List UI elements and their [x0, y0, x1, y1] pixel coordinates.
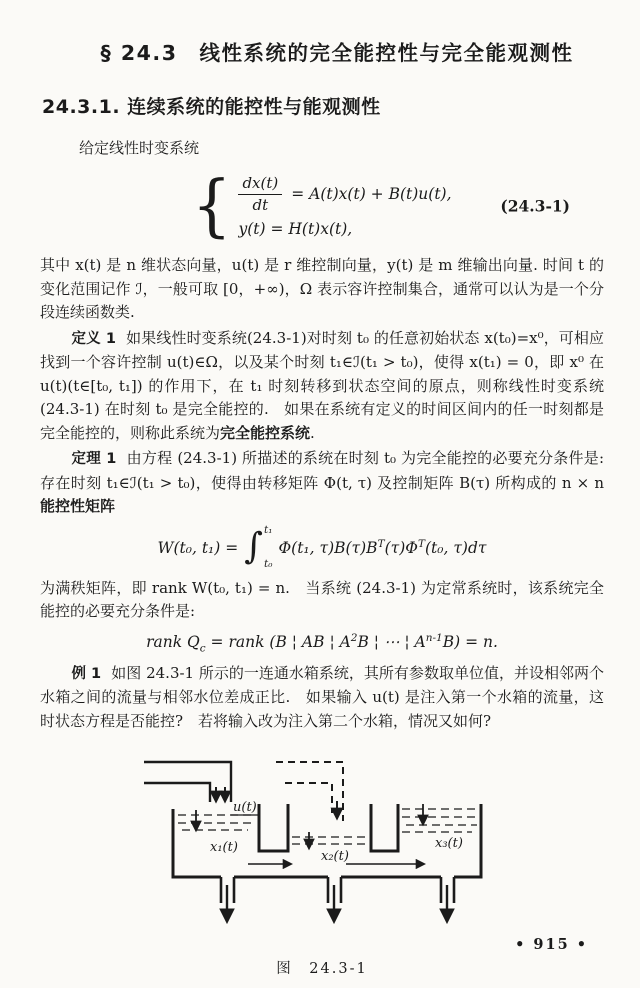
dashed-inflow-pipe	[276, 762, 343, 821]
fraction-denominator: dt	[252, 196, 269, 214]
gramian-lhs: W(t₀, t₁) =	[157, 538, 239, 557]
definition-1-label: 定义 1	[71, 330, 116, 347]
qc-subscript: c	[199, 641, 206, 654]
state-equation-rhs: = A(t)x(t) + B(t)u(t),	[291, 185, 452, 203]
integrand-part-1: Φ(t₁, τ)B(τ)B	[278, 539, 378, 558]
rank-mid-1: = rank (B ¦ AB ¦ A	[205, 632, 351, 651]
paragraph-example-1	[40, 662, 604, 734]
rank-mid-2: B ¦ ⋯ ¦ A	[357, 632, 426, 651]
rank-formula-text	[146, 632, 498, 654]
water-tank-diagram	[136, 747, 508, 939]
definition-1-body: 如果线性时变系统(24.3-1)对时刻 t₀ 的任意初始状态 x(t₀)=x⁰，可相应找到一个容许控制 u(t)∈Ω，以及某个时刻 t₁∈ℐ(t₁ > t₀)，使得 x(t₁) = 0，即 x⁰ 在 u(t)(t∈[t₀, t₁]) 的作用下，在 t₁ 时刻转移到状态空间的原点，则称线性时变系统 (24.3-1) 在时刻 t₀ 是完全能控的. 如果在系统有定义的时间区间内的任一时刻都是完全能控的，则称此系统为	[40, 328, 605, 442]
equation-line-2: y(t) = H(t)x(t),	[238, 220, 353, 238]
a-n-minus-1-superscript: n-1	[425, 631, 443, 644]
example-1-label: 例 1	[71, 665, 102, 682]
integral-upper-limit: t₁	[264, 523, 273, 536]
transpose-superscript-1: T	[377, 537, 385, 550]
integral-lower-limit: t₀	[264, 557, 273, 570]
tank3-level-label: x₃(t)	[435, 836, 463, 852]
inflow-pipe	[144, 762, 231, 802]
definition-1-tail: .	[310, 423, 315, 442]
intro-lead: 给定线性时变系统	[79, 139, 200, 157]
equation-lines	[238, 174, 451, 238]
figure-caption: 图 24.3-1	[276, 961, 368, 978]
a-squared-superscript: 2	[350, 631, 358, 644]
outflow-pipes	[221, 877, 454, 903]
equation-line-1	[238, 174, 451, 214]
integral-sign: ∫	[244, 526, 263, 568]
page-title: § 24.3 线性系统的完全能控性与完全能观测性	[100, 41, 574, 65]
tank3-water-level	[402, 809, 477, 832]
inflow-arrow-icons	[216, 787, 225, 801]
fraction-numerator: dx(t)	[238, 174, 282, 195]
paragraph-theorem-1	[40, 447, 604, 519]
theorem-1-label: 定理 1	[71, 451, 117, 467]
paragraph-system-description: 其中 x(t) 是 n 维状态向量，u(t) 是 r 维控制向量，y(t) 是 m 维输出向量. 时间 t 的变化范围记作 ℐ，一般可取 [0，+∞)，Ω 表示容许控制集合，通常可以认为是一个分段连续函数类.	[40, 256, 604, 321]
divider-walls	[259, 804, 398, 851]
derivative-fraction	[238, 174, 282, 214]
integral-limits	[264, 523, 273, 570]
input-flow-label: u(t)	[233, 800, 257, 816]
theorem-1-bold-phrase: 能控性矩阵	[40, 497, 116, 515]
transpose-superscript-2: T	[417, 537, 425, 550]
tank2-water-level	[292, 837, 367, 844]
tank1-water-level	[178, 815, 254, 830]
integrand-part-2: (τ)Φ	[384, 539, 418, 558]
controllability-gramian-formula	[40, 523, 604, 570]
theorem-1-body: 由方程 (24.3-1) 所描述的系统在时刻 t₀ 为完全能控的必要充分条件是: 存在时刻 t₁∈ℐ(t₁ > t₀)，使得由转移矩阵 Φ(t, τ) 及控制矩阵 B(τ) 所构成的 n × n	[40, 449, 604, 492]
paragraph-definition-1	[40, 327, 604, 446]
paragraph-rank-condition: 为满秩矩阵，即 rank W(t₀, t₁) = n. 当系统 (24.3-1) 为定常系统时，该系统完全能控的必要充分条件是:	[40, 578, 604, 620]
equation-number: (24.3-1)	[500, 196, 570, 216]
tank2-level-label: x₂(t)	[321, 849, 349, 865]
definition-1-bold-phrase: 完全能控系统	[220, 423, 311, 442]
section-heading: 24.3.1. 连续系统的能控性与能观测性	[42, 96, 381, 118]
gramian-integrand	[278, 538, 486, 557]
rank-prefix: rank Q	[146, 632, 200, 651]
rank-tail: B) = n.	[442, 632, 498, 651]
integrand-part-3: (t₀, τ)dτ	[424, 539, 487, 558]
equation-24-3-1	[192, 168, 604, 244]
equation-left-brace: {	[192, 166, 232, 245]
example-1-body: 如图 24.3-1 所示的一连通水箱系统，其所有参数取单位值，并设相邻两个水箱之间的流量与相邻水位差成正比. 如果输入 u(t) 是注入第一个水箱的流量，这时状态方程是否能控? 若将输入改为注入第二个水箱，情况又如何?	[40, 663, 604, 730]
page-number: • 915 •	[515, 936, 588, 953]
tank1-level-label: x₁(t)	[210, 840, 238, 856]
outflow-arrow-icons	[227, 885, 447, 921]
rank-formula	[40, 632, 604, 654]
